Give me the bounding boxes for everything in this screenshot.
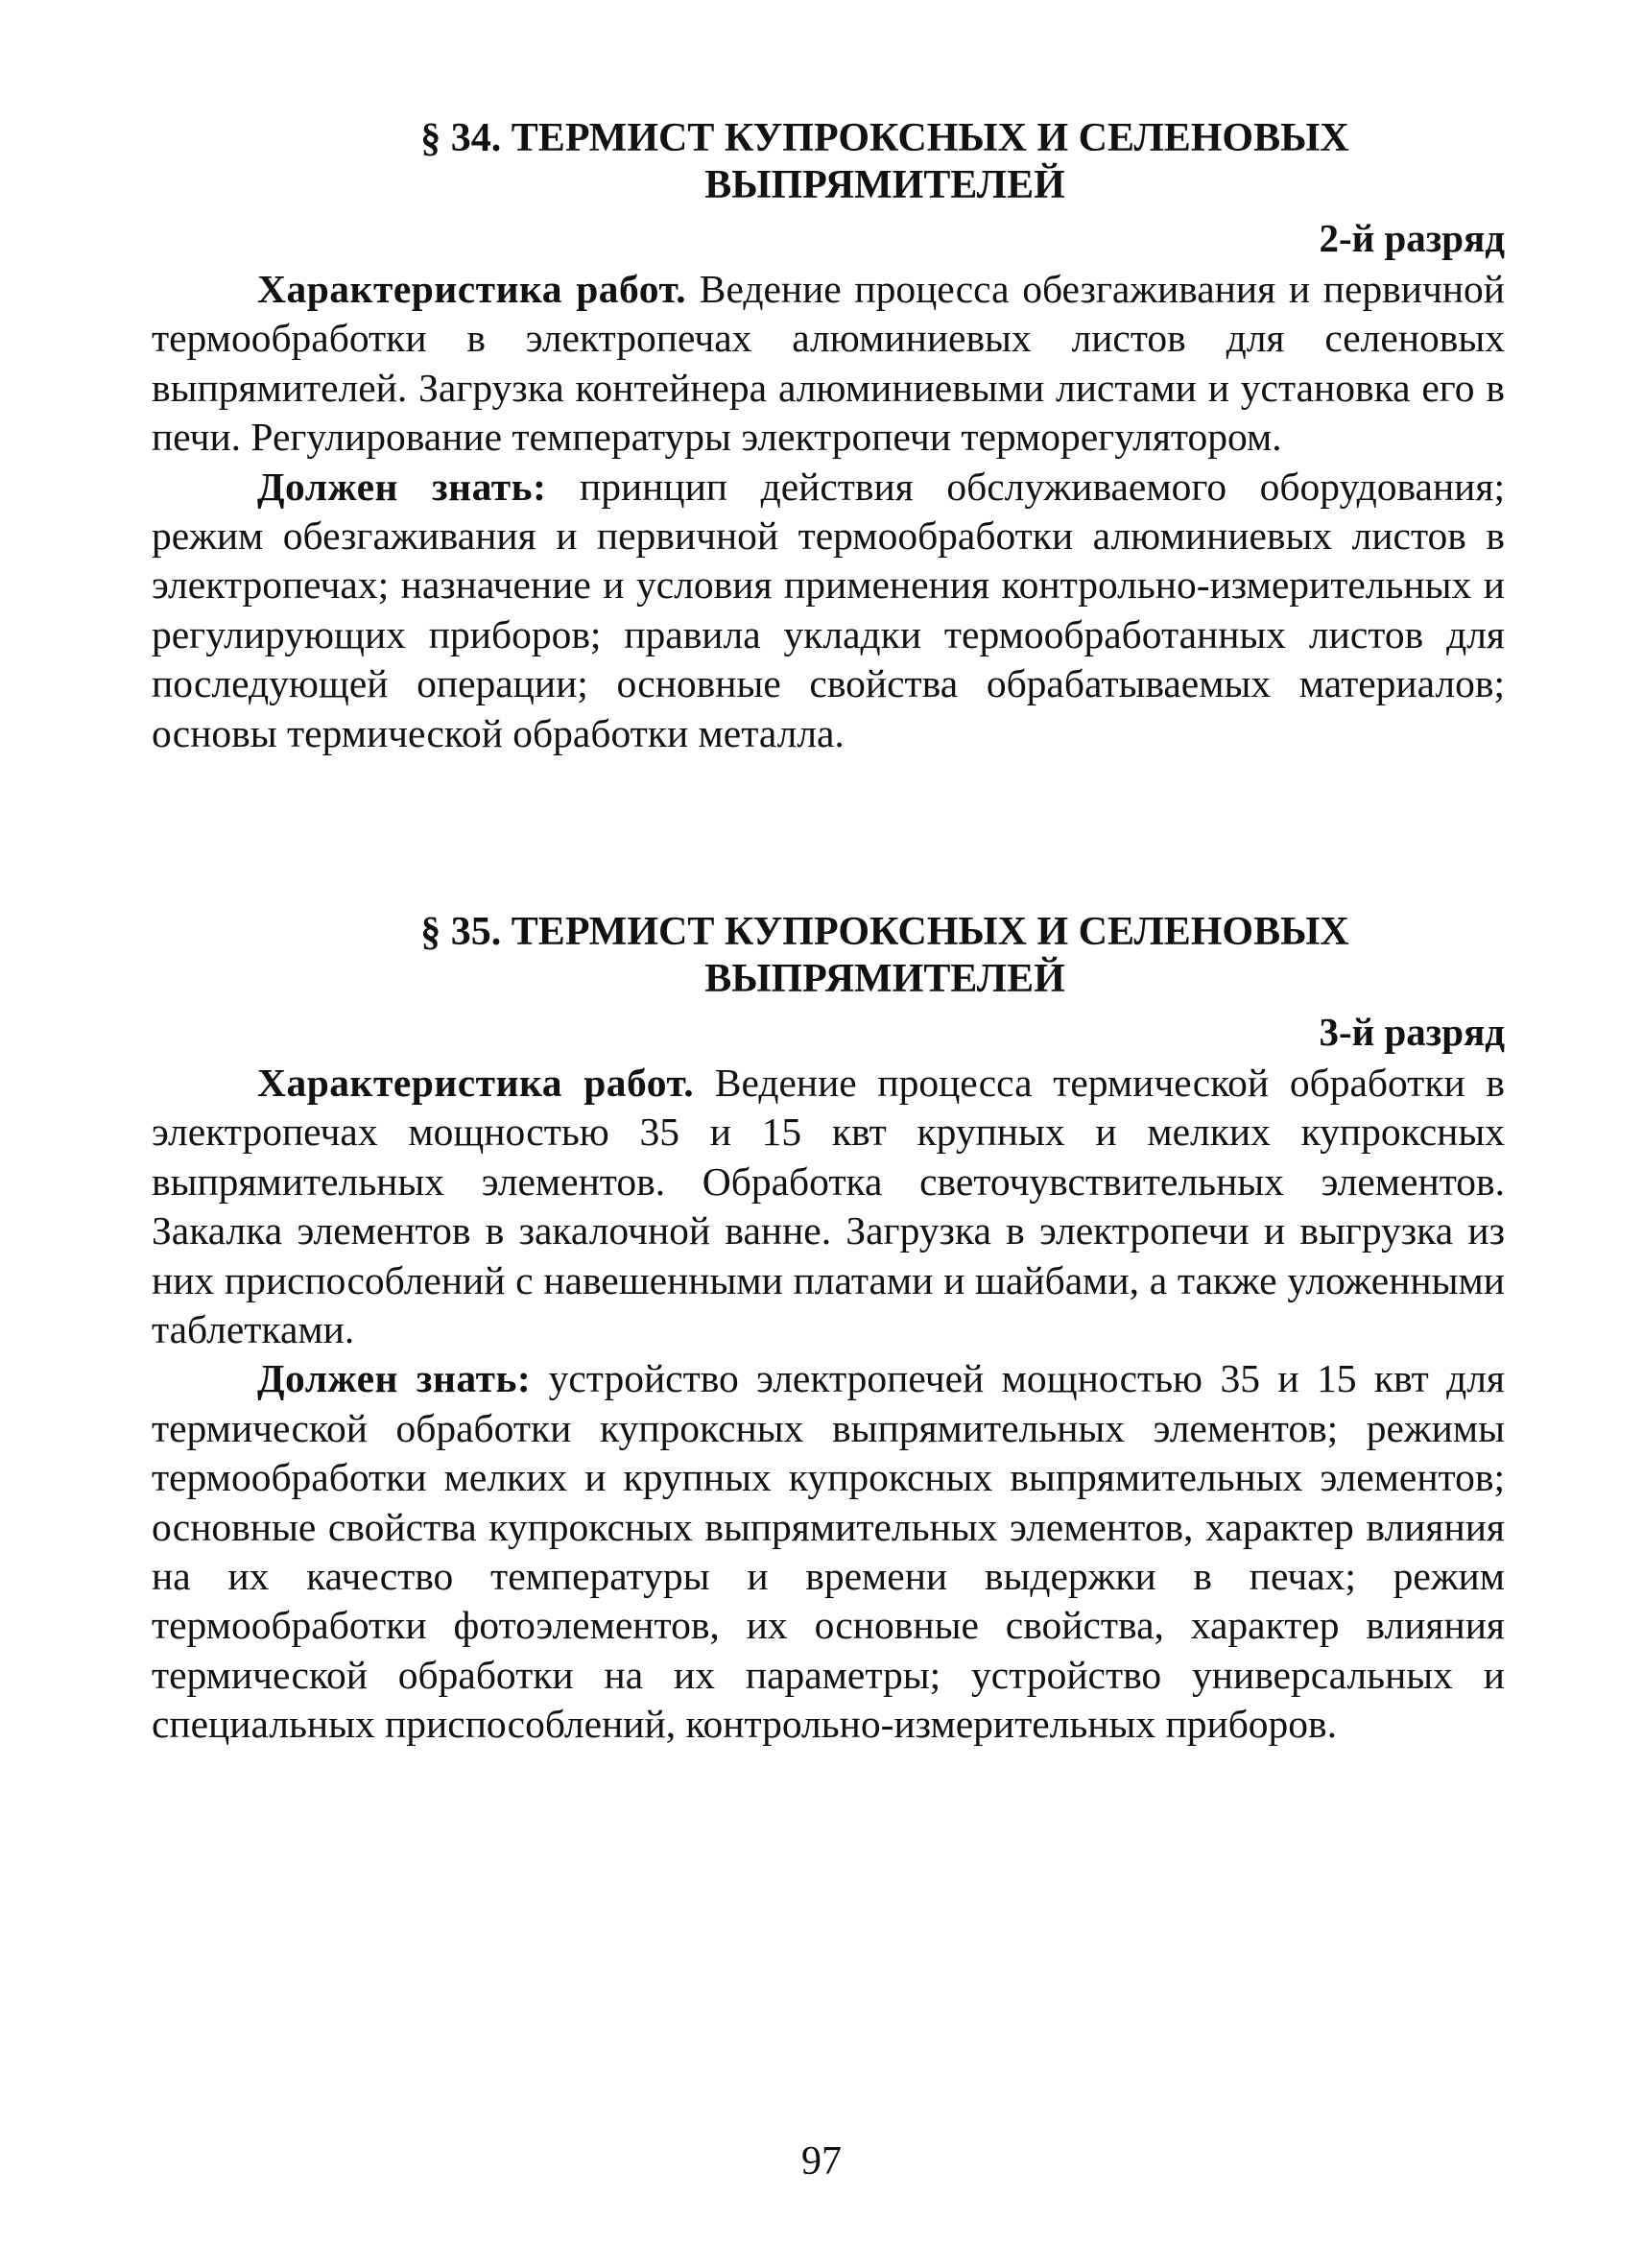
section-title-line-1: § 34. ТЕРМИСТ КУПРОКСНЫХ И СЕЛЕНОВЫХ [420,116,1349,160]
paragraph-text: Ведение процесса термической обработки в электропечах мощностью 35 и 15 квт крупных и мелких купроксных выпрямительных элементов. Обработка светочувствительных элементов. Закалка элементов в закалочной ванне. Загрузка в электропечи и выгрузка из них приспособлений с навешенными платами и шайбами, а также уложенными таблетками. [152,1061,1505,1352]
paragraph-text: Ведение процесса обезгаживания и первичной термообработки в электропечах алюминиевых листов для селеновых выпрямителей. Загрузка контейнера алюминиевыми листами и установка его в печи. Регулирование температуры электропечи терморегулятором. [152,267,1505,460]
section-title-line-1: § 35. ТЕРМИСТ КУПРОКСНЫХ И СЕЛЕНОВЫХ [420,910,1349,954]
paragraph-lead: Характеристика работ. [257,267,687,311]
work-characteristics-paragraph [152,1059,1505,1354]
paragraph-lead: Должен знать: [257,1356,532,1401]
section-title [152,115,1505,209]
section-title [152,909,1505,1003]
paragraph-lead: Должен знать: [257,464,547,509]
paragraph-text: принцип действия обслуживаемого оборудования; режим обезгаживания и первичной термообработки алюминиевых листов в электропечах; назначение и условия применения контрольно-измерительных и регулирующих приборов; правила укладки термообработанных листов для последующей операции; основные свойства обрабатываемых материалов; основы термической обработки металла. [152,464,1506,755]
required-knowledge-paragraph [152,463,1505,758]
required-knowledge-paragraph [152,1354,1505,1749]
work-characteristics-paragraph [152,265,1505,463]
section-title-line-2: ВЫПРЯМИТЕЛЕЙ [704,957,1065,1001]
paragraph-text: устройство электропечей мощностью 35 и 15 квт для термической обработки купроксных выпрямительных элементов; режимы термообработки мелких и крупных купроксных выпрямительных элементов; основные свойства купроксных выпрямительных элементов, характер влияния на их качество температуры и времени выдержки в печах; режим термообработки фотоэлементов, их основные свойства, характер влияния термической обработки на их параметры; устройство универсальных и специальных приспособлений, контрольно-измерительных приборов. [152,1356,1506,1747]
section-34 [152,115,1505,758]
paragraph-lead: Характеристика работ. [257,1061,695,1105]
page-number: 97 [801,2139,842,2184]
section-35 [152,909,1505,1750]
section-title-line-2: ВЫПРЯМИТЕЛЕЙ [704,163,1065,207]
grade-label: 3-й разряд [1319,1010,1505,1054]
grade-label: 2-й разряд [1319,216,1505,260]
